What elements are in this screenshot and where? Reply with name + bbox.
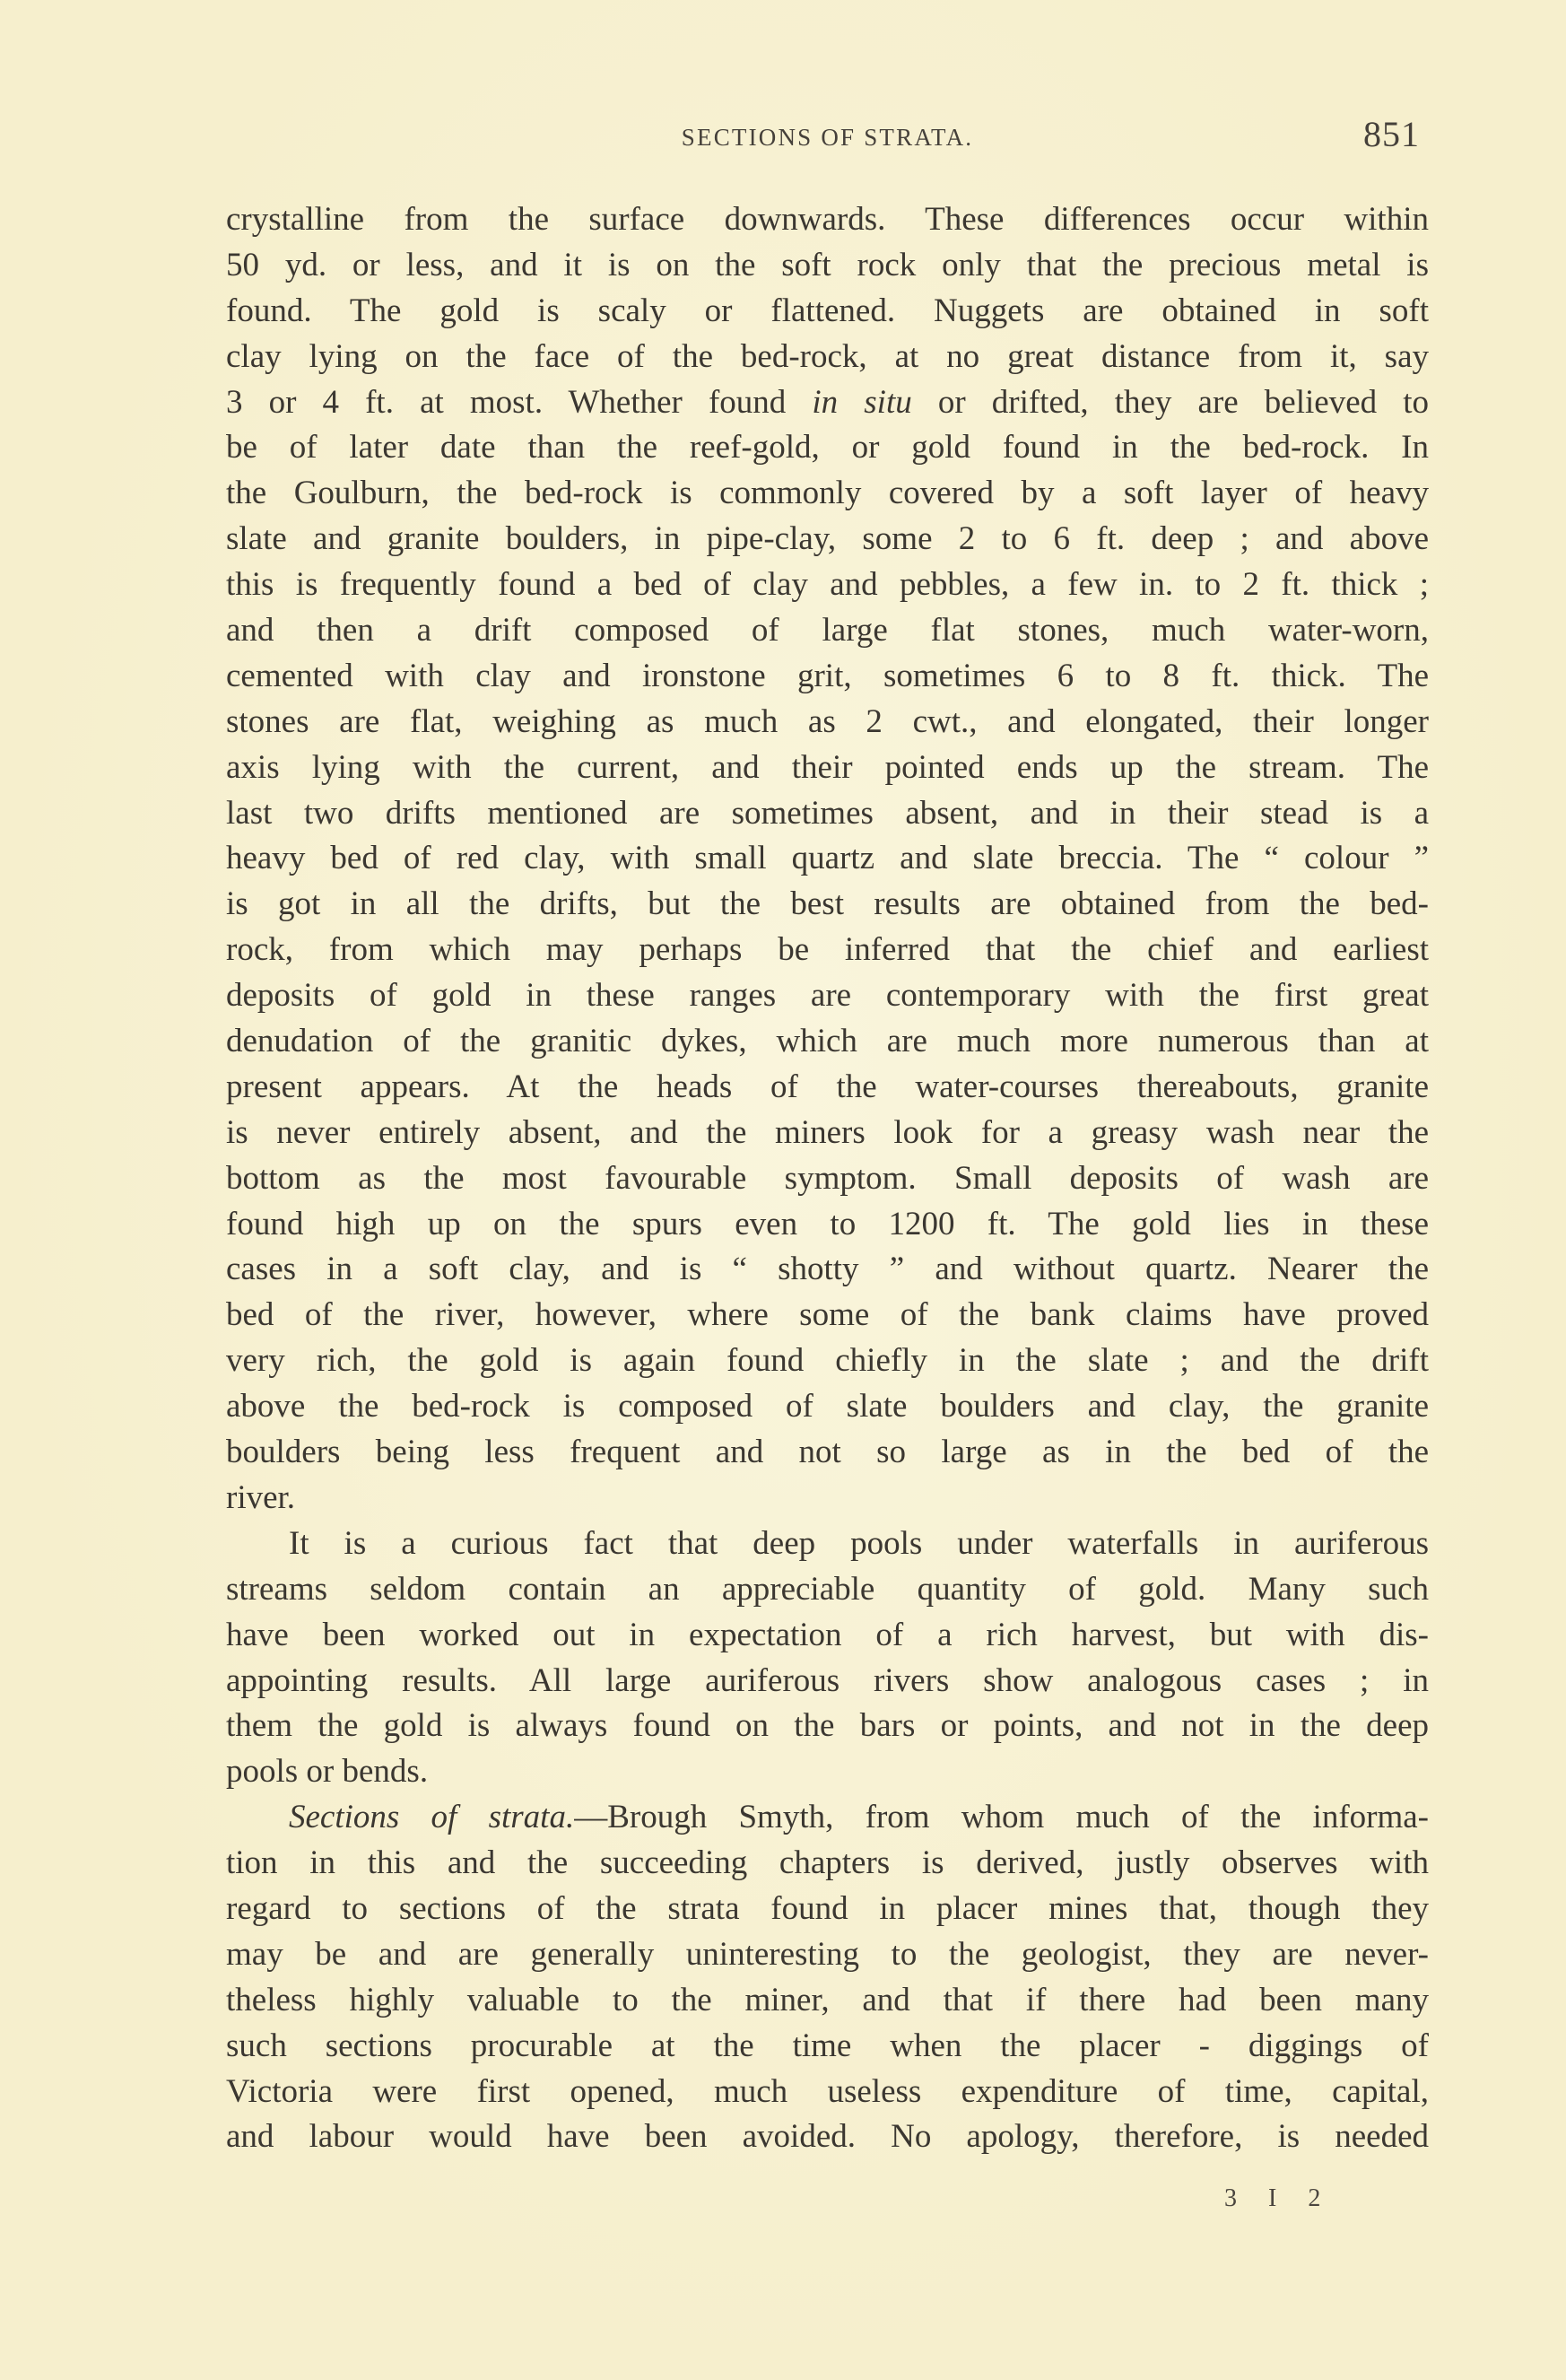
text-line: cemented with clay and ironstone grit, sometimes 6 to 8 ft. thick. The [226,657,1429,694]
text-segment: or drifted, they are believed to [911,383,1429,421]
text-line: is got in all the drifts, but the best results are obtained from the bed- [226,885,1429,923]
text-segment: —Brough Smyth, from whom much of the informa- [574,1799,1429,1836]
text-line: clay lying on the face of the bed-rock, at no great distance from it, say [226,337,1429,375]
text-line: deposits of gold in these ranges are contemporary with the first great [226,977,1429,1015]
text-line: them the gold is always found on the bars or points, and not in the deep [226,1707,1429,1745]
text-line: Victoria were first opened, much useless expenditure of time, capital, [226,2072,1429,2110]
text-line: is never entirely absent, and the miners look for a greasy wash near the [226,1113,1429,1151]
text-line: It is a curious fact that deep pools under waterfalls in auriferous [289,1524,1429,1562]
text-line: stones are flat, weighing as much as 2 cwt., and elongated, their longer [226,702,1429,740]
text-line: cases in a soft clay, and is “ shotty ” and without quartz. Nearer the [226,1251,1429,1288]
text-line: tion in this and the succeeding chapters is derived, justly observes with [226,1844,1429,1882]
text-line: and labour would have been avoided. No apology, therefore, is needed [226,2118,1429,2156]
text-line: have been worked out in expectation of a rich harvest, but with dis- [226,1616,1429,1653]
italic-phrase: in situ [812,383,912,421]
text-line: theless highly valuable to the miner, and that if there had been many [226,1981,1429,2018]
text-line: above the bed-rock is composed of slate boulders and clay, the granite [226,1388,1429,1425]
paragraph-1 [226,197,1429,1521]
text-line: and then a drift composed of large flat stones, much water-worn, [226,612,1429,649]
text-line: slate and granite boulders, in pipe-clay, some 2 to 6 ft. deep ; and above [226,520,1429,558]
text-line: may be and are generally uninteresting to the geologist, they are never- [226,1935,1429,1973]
text-line: bed of the river, however, where some of the bank claims have proved [226,1296,1429,1334]
paragraph-3 [226,1795,1429,2160]
text-line: heavy bed of red clay, with small quartz and slate breccia. The “ colour ” [226,840,1429,877]
text-line: appointing results. All large auriferous rivers show analogous cases ; in [226,1661,1429,1699]
text-line: found. The gold is scaly or flattened. Nuggets are obtained in soft [226,292,1429,329]
text-line: the Goulburn, the bed-rock is commonly covered by a soft layer of heavy [226,475,1429,512]
page-number: 851 [1363,114,1420,154]
text-line: pools or bends. [226,1753,429,1791]
text-line: axis lying with the current, and their pointed ends up the stream. The [226,748,1429,786]
text-line: this is frequently found a bed of clay and pebbles, a few in. to 2 ft. thick ; [226,566,1429,604]
text-line: 50 yd. or less, and it is on the soft rock only that the precious metal is [226,246,1429,283]
text-line [226,380,1429,426]
signature-mark: 3 I 2 [1224,2184,1334,2212]
text-line: bottom as the most favourable symptom. Small deposits of wash are [226,1159,1429,1197]
text-line [226,1795,1429,1841]
body-text [226,197,1429,2160]
text-line: rock, from which may perhaps be inferred that the chief and earliest [226,931,1429,969]
paragraph-2 [226,1521,1429,1795]
text-line: very rich, the gold is again found chiefly in the slate ; and the drift [226,1342,1429,1380]
text-line: such sections procurable at the time when the placer - diggings of [226,2027,1429,2064]
text-segment: 3 or 4 ft. at most. Whether found [226,383,813,421]
text-line: crystalline from the surface downwards. These differences occur within [226,201,1429,238]
text-line: boulders being less frequent and not so large as in the bed of the [226,1434,1429,1471]
text-line: regard to sections of the strata found in placer mines that, though they [226,1889,1429,1927]
text-line: denudation of the granitic dykes, which are much more numerous than at [226,1023,1429,1060]
text-line: be of later date than the reef-gold, or gold found in the bed-rock. In [226,429,1429,466]
running-title: SECTIONS OF STRATA. [681,124,974,151]
section-heading-italic: Sections of strata. [289,1799,575,1836]
text-line: found high up on the spurs even to 1200 ft. The gold lies in these [226,1205,1429,1242]
text-line: streams seldom contain an appreciable quantity of gold. Many such [226,1570,1429,1608]
text-line: river. [226,1478,296,1516]
text-line: present appears. At the heads of the water-courses thereabouts, granite [226,1068,1429,1105]
running-head [226,115,1429,160]
text-line: last two drifts mentioned are sometimes absent, and in their stead is a [226,794,1429,832]
